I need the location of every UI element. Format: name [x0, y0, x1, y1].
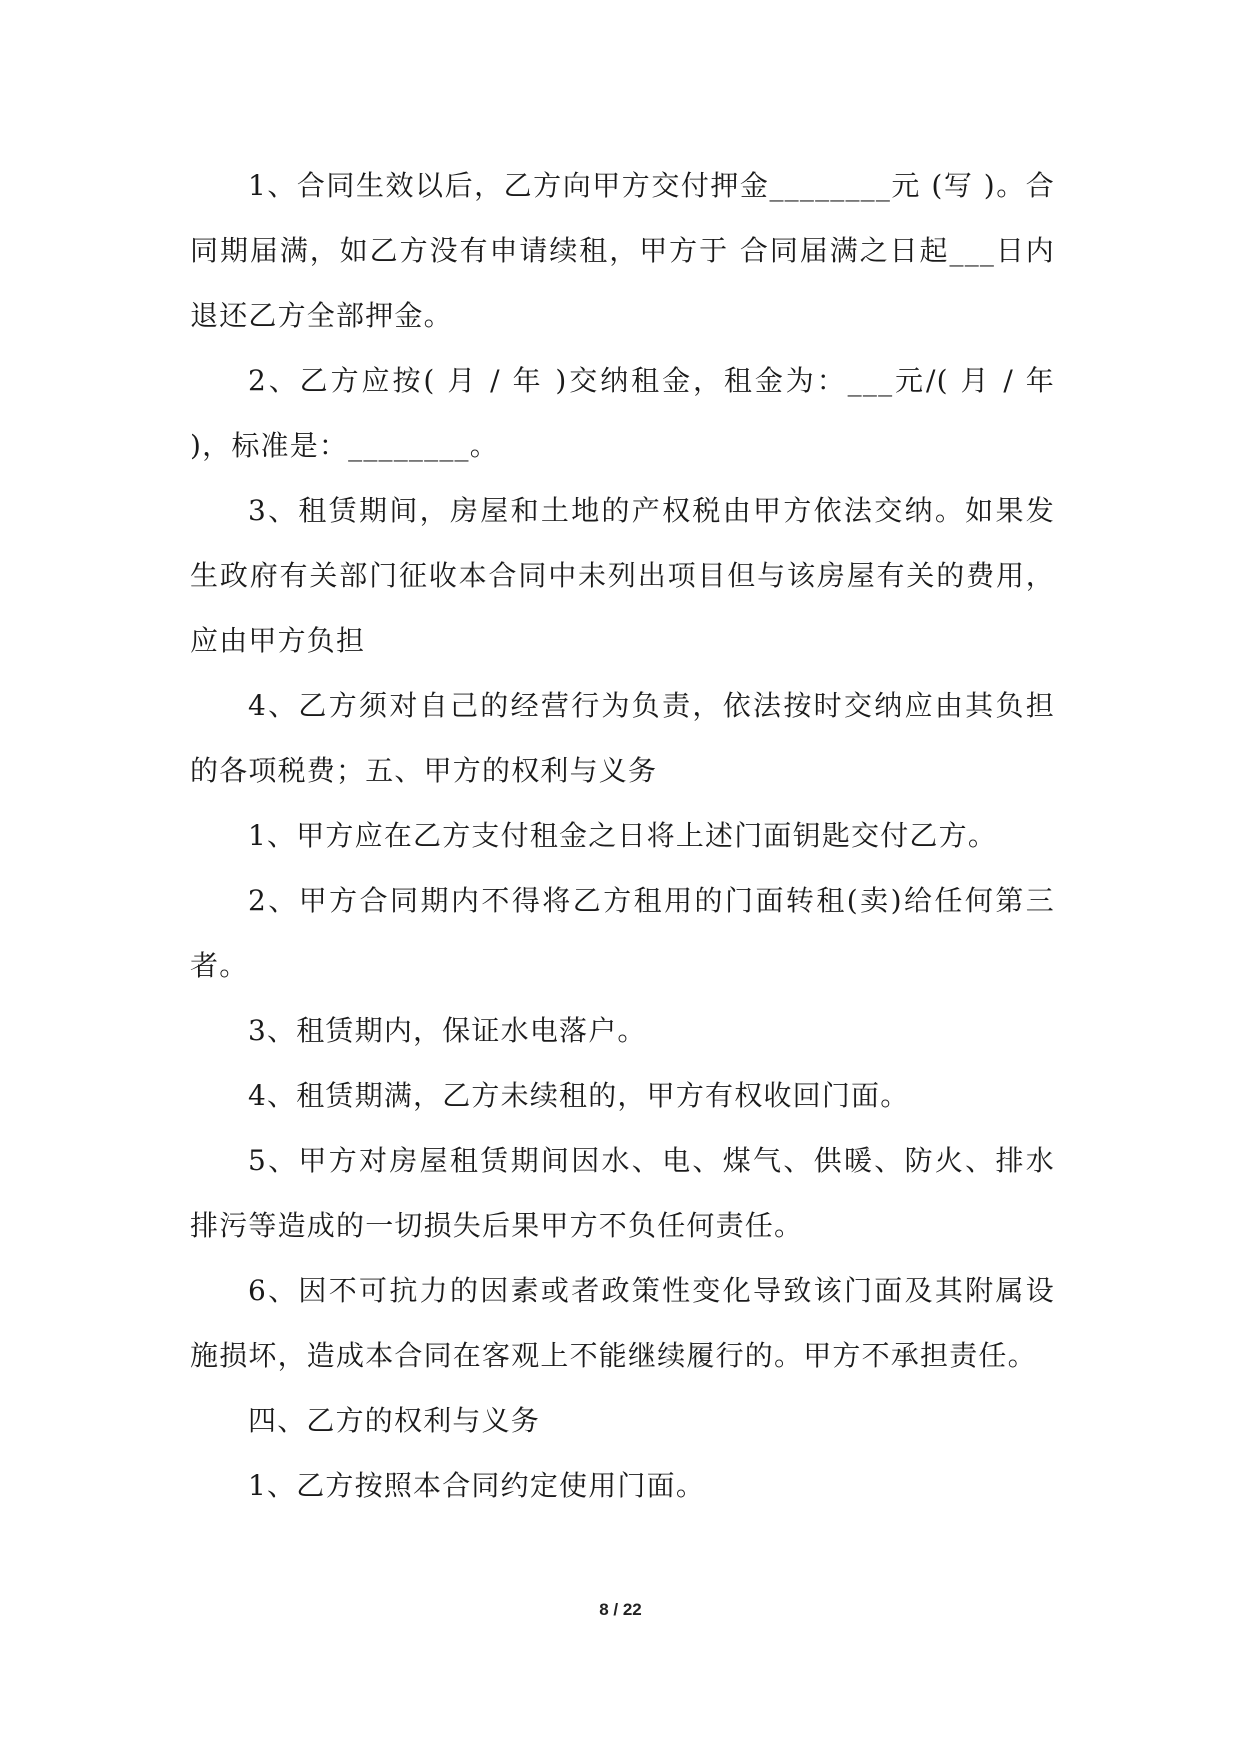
clause-paragraph: 1、合同生效以后，乙方向甲方交付押金________元 (写 )。合同期届满，如乙方没有申请续租，甲方于 合同届满之日起___日内退还乙方全部押金。: [190, 169, 1055, 332]
clause-paragraph: 2、甲方合同期内不得将乙方租用的门面转租(卖)给任何第三者。: [190, 884, 1055, 982]
page-number: 8 / 22: [599, 1600, 642, 1619]
clause-paragraph: 1、乙方按照本合同约定使用门面。: [248, 1469, 706, 1502]
clause-paragraph: 4、乙方须对自己的经营行为负责，依法按时交纳应由其负担的各项税费；五、甲方的权利与义务: [190, 689, 1055, 787]
document-body: [190, 153, 1055, 1518]
clause-paragraph: 3、租赁期内，保证水电落户。: [248, 1014, 647, 1047]
clause-paragraph: 6、因不可抗力的因素或者政策性变化导致该门面及其附属设施损坏，造成本合同在客观上不能继续履行的。甲方不承担责任。: [190, 1274, 1055, 1372]
clause-paragraph: 4、租赁期满，乙方未续租的，甲方有权收回门面。: [248, 1079, 910, 1112]
clause-paragraph: 3、租赁期间，房屋和土地的产权税由甲方依法交纳。如果发生政府有关部门征收本合同中未列出项目但与该房屋有关的费用，应由甲方负担: [190, 494, 1055, 657]
section-heading: 四、乙方的权利与义务: [248, 1404, 541, 1437]
clause-paragraph: 5、甲方对房屋租赁期间因水、电、煤气、供暖、防火、排水排污等造成的一切损失后果甲方不负任何责任。: [190, 1144, 1055, 1242]
clause-paragraph: 1、甲方应在乙方支付租金之日将上述门面钥匙交付乙方。: [248, 819, 998, 852]
clause-paragraph: 2、乙方应按( 月 / 年 )交纳租金，租金为：___元/( 月 / 年 )，标准是：________。: [190, 364, 1055, 462]
